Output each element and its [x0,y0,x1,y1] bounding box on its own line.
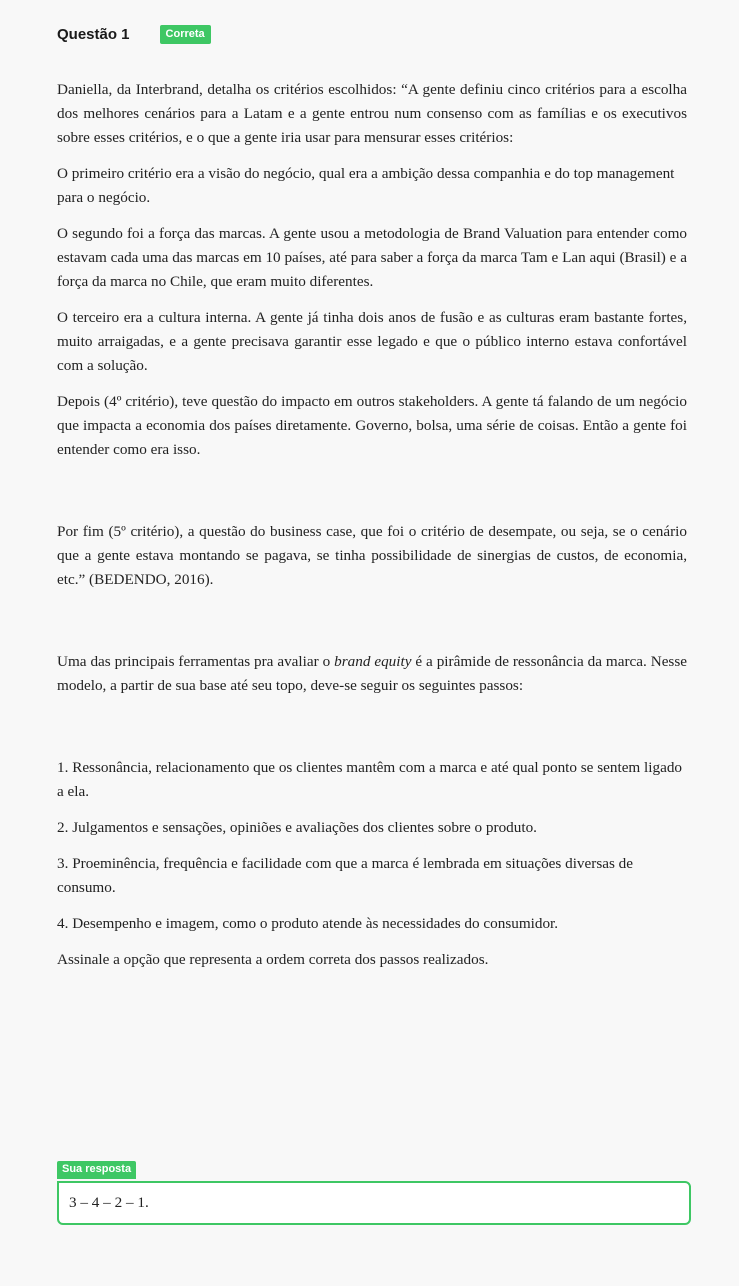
statement-paragraph-7 [57,650,687,698]
list-item: 1. Ressonância, relacionamento que os clientes mantêm com a marca e até qual ponto se sentem ligado a ela. [57,759,683,800]
statement-paragraph-6: Por fim (5º critério), a questão do business case, que foi o critério de desempate, ou seja, se o cenário que a gente estava montando se pagava, se tinha possibilidade de sinergias de custos, de economia, etc.” (BEDENDO, 2016). [57,523,687,588]
your-answer-label: Sua resposta [57,1161,136,1179]
your-answer-box [57,1181,691,1225]
statement-paragraph-2: O primeiro critério era a visão do negócio, qual era a ambição dessa companhia e do top management para o negócio. [57,165,675,206]
question-statement [57,78,687,984]
list-item: 4. Desempenho e imagem, como o produto atende às necessidades do consumidor. [57,915,559,932]
p7-text-after: é a pirâmide de ressonância da marca. Nesse modelo, a partir de sua base até seu topo, deve-se seguir os seguintes passos: [57,653,687,694]
question-header [57,22,211,46]
statement-paragraph-4: O terceiro era a cultura interna. A gente já tinha dois anos de fusão e as culturas eram bastante fortes, muito arraigadas, e a gente precisava garantir esse legado e que o público interno estava confortável com a solução. [57,309,687,374]
question-title: Questão 1 [57,25,130,43]
correct-status-badge: Correta [160,25,211,44]
brand-equity-term: brand equity [334,653,412,670]
statement-paragraph-1: Daniella, da Interbrand, detalha os critérios escolhidos: “A gente definiu cinco critérios para a escolha dos melhores cenários para a Latam e a gente entrou num consenso com as famílias e os executivos sobre esses critérios, e o que a gente iria usar para mensurar esses critérios: [57,81,687,146]
statement-paragraph-3: O segundo foi a força das marcas. A gente usou a metodologia de Brand Valuation para entender como estavam cada uma das marcas em 10 países, até para saber a força da marca Tam e Lan aqui (Brasil) e a força da marca no Chile, que eram muito diferentes. [57,225,687,290]
question-prompt: Assinale a opção que representa a ordem correta dos passos realizados. [57,951,489,968]
list-item: 2. Julgamentos e sensações, opiniões e avaliações dos clientes sobre o produto. [57,819,537,836]
statement-paragraph-5: Depois (4º critério), teve questão do impacto em outros stakeholders. A gente tá falando de um negócio que impacta a economia dos países diretamente. Governo, bolsa, uma série de coisas. Então a gente foi entender como era isso. [57,393,687,458]
p7-text-before: Uma das principais ferramentas pra avaliar o [57,653,335,670]
your-answer-value: 3 – 4 – 2 – 1. [69,1194,149,1211]
list-item: 3. Proeminência, frequência e facilidade com que a marca é lembrada em situações diversas de consumo. [57,855,634,896]
